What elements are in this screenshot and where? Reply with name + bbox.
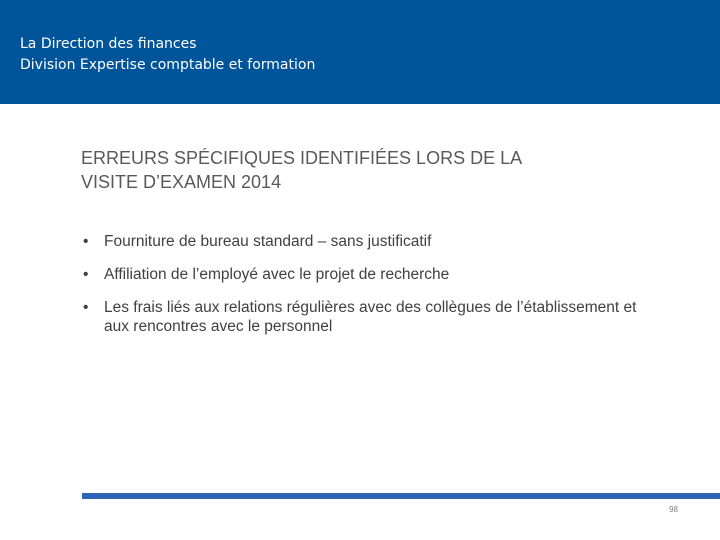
department-line-1: La Direction des finances <box>20 36 197 52</box>
department-line-2: Division Expertise comptable et formation <box>20 57 316 73</box>
department-name <box>20 34 315 76</box>
header-band <box>0 0 720 104</box>
slide-title-line-1: ERREURS SPÉCIFIQUES IDENTIFIÉES LORS DE LA <box>81 148 523 168</box>
bullet-item: • Les frais liés aux relations régulières avec des collègues de l’établissement et aux rencontres avec le personnel <box>83 298 643 336</box>
page-number: 98 <box>669 505 678 514</box>
slide-title-line-2: VISITE D’EXAMEN 2014 <box>81 172 282 192</box>
bullet-item: • Fourniture de bureau standard – sans justificatif <box>83 232 643 251</box>
slide-title <box>81 146 641 194</box>
bullet-list <box>83 232 643 350</box>
footer-bar <box>82 493 720 499</box>
bullet-item: • Affiliation de l’employé avec le projet de recherche <box>83 265 643 284</box>
